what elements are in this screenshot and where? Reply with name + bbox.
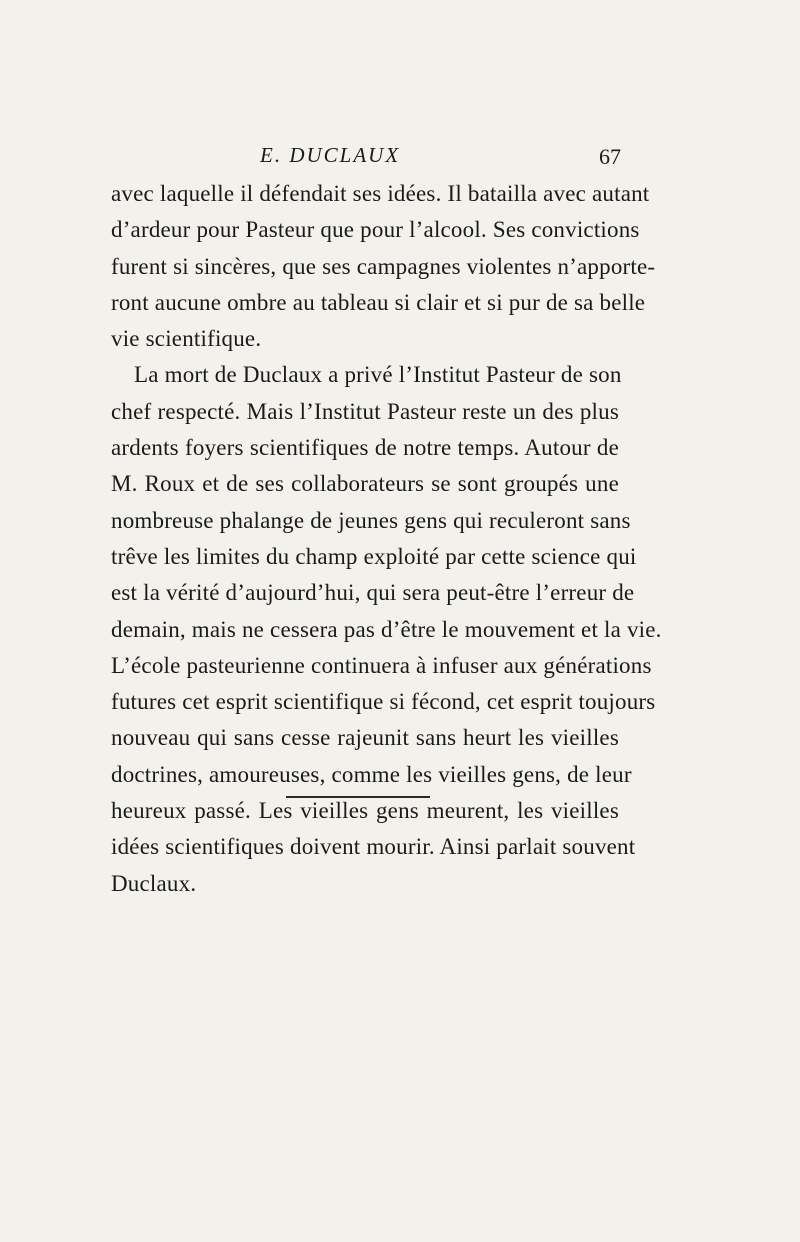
text-line: trêve les limites du champ exploité par cette science qui	[111, 543, 637, 569]
text-line: doctrines, amoureuses, comme les vieilles gens, de leur	[111, 761, 632, 787]
text-line: M. Roux et de ses collaborateurs se sont groupés une	[111, 471, 619, 497]
text-line: chef respecté. Mais l’Institut Pasteur reste un des plus	[111, 398, 619, 424]
running-title: E. DUCLAUX	[260, 143, 401, 167]
text-line: nombreuse phalange de jeunes gens qui reculeront sans	[111, 507, 631, 533]
text-line: L’école pasteurienne continuera à infuser aux générations	[111, 652, 652, 678]
paragraph-end-line: vie scientifique.	[111, 326, 262, 352]
running-head	[0, 143, 800, 173]
paragraph-end-line: Duclaux.	[111, 870, 197, 896]
text-line: heureux passé. Les vieilles gens meurent, les vieilles	[111, 798, 619, 824]
end-rule	[286, 796, 430, 798]
text-line: nouveau qui sans cesse rajeunit sans heurt les vieilles	[111, 725, 619, 751]
text-line: ront aucune ombre au tableau si clair et si pur de sa belle	[111, 289, 646, 315]
text-line: idées scientifiques doivent mourir. Ainsi parlait souvent	[111, 834, 636, 860]
text-line: avec laquelle il défendait ses idées. Il batailla avec autant	[111, 181, 650, 206]
page-number: 67	[599, 144, 621, 169]
text-line: furent si sincères, que ses campagnes violentes n’apporte-	[111, 253, 656, 279]
text-line: est la vérité d’aujourd’hui, qui sera peut-être l’erreur de	[111, 580, 635, 606]
text-line: futures cet esprit scientifique si fécond, cet esprit toujours	[111, 689, 656, 715]
text-line: d’ardeur pour Pasteur que pour l’alcool. Ses convictions	[111, 217, 640, 243]
text-line: La mort de Duclaux a privé l’Institut Pasteur de son	[134, 362, 622, 388]
text-line: ardents foyers scientifiques de notre temps. Autour de	[111, 435, 619, 461]
body-text	[111, 176, 662, 902]
text-line: demain, mais ne cessera pas d’être le mouvement et la vie.	[111, 616, 662, 642]
